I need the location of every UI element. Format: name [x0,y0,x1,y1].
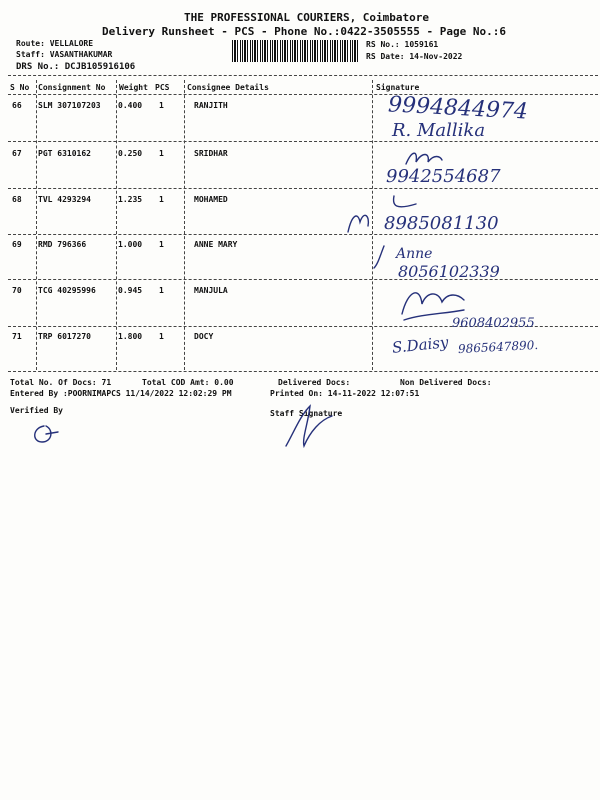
table-bottom-rule [8,371,598,372]
verified-by-label: Verified By [10,406,63,415]
row-sno: 66 [12,101,22,110]
row-sno: 70 [12,286,22,295]
row-pcs: 1 [159,286,164,295]
staff-signature-mark [280,402,340,450]
staff-label: Staff: VASANTHAKUMAR [16,50,113,59]
column-header-weight: Weight [119,83,148,92]
staff-signature-label: Staff Signature [270,409,343,418]
handwritten-signature: S.Daisy [391,333,450,357]
total-docs: Total No. Of Docs: 71 [10,378,112,387]
handwritten-phone: 9994844974 [387,92,529,125]
printed-on: Printed On: 14-11-2022 12:07:51 [270,389,420,398]
row-weight: 1.800 [118,332,143,341]
row-rule [8,279,598,280]
drs-number: DRS No.: DCJB105916106 [16,62,136,72]
non-delivered-docs: Non Delivered Docs: [400,378,492,387]
handwritten-signature: R. Mallika [392,120,486,141]
row-consignee: RANJITH [194,101,228,110]
row-weight: 1.235 [118,195,143,204]
column-header-consignee: Consignee Details [187,83,269,92]
row-consignment: RMD 796366 [38,240,87,249]
row-consignee: MANJULA [194,286,228,295]
barcode [232,40,360,62]
row-consignment: TCG 40295996 [38,286,96,295]
row-sno: 67 [12,149,22,158]
delivered-docs: Delivered Docs: [278,378,351,387]
handwritten-phone: 9608402955 [452,316,535,331]
row-consignment: SLM 307107203 [38,101,101,110]
header-rule [8,94,598,95]
column-header-consignment: Consignment No [38,83,106,92]
handwritten-phone: 8985081130 [384,213,499,234]
column-header-sno: S No [10,83,30,92]
row-pcs: 1 [159,101,164,110]
row-rule [8,188,598,189]
row-rule [8,141,598,142]
row-weight: 0.400 [118,101,143,110]
row-rule [8,234,598,235]
row-consignment: PGT 6310162 [38,149,91,158]
row-consignment: TRP 6017270 [38,332,91,341]
rs-number: RS No.: 1059161 [366,40,439,49]
row-sno: 69 [12,240,22,249]
row-consignee: ANNE MARY [194,240,238,249]
row-weight: 1.000 [118,240,143,249]
route-label: Route: VELLALORE [16,39,94,48]
total-cod: Total COD Amt: 0.00 [142,378,234,387]
column-header-pcs: PCS [155,83,170,92]
column-header-signature: Signature [376,83,420,92]
company-title: THE PROFESSIONAL COURIERS, Coimbatore [184,11,430,24]
row-consignee: SRIDHAR [194,149,228,158]
row-sno: 71 [12,332,22,341]
row-consignee: MOHAMED [194,195,228,204]
row-weight: 0.250 [118,149,143,158]
row-consignee: DOCY [194,332,214,341]
handwritten-phone: 9942554687 [386,166,501,187]
row-weight: 0.945 [118,286,143,295]
runsheet-subtitle: Delivery Runsheet - PCS - Phone No.:0422-3505555 - Page No.:6 [102,25,506,38]
row-pcs: 1 [159,240,164,249]
row-pcs: 1 [159,195,164,204]
row-consignment: TVL 4293294 [38,195,91,204]
handwritten-phone: 8056102339 [398,262,500,281]
table-top-rule [8,75,598,76]
handwritten-signature: Anne [396,246,433,262]
entered-by: Entered By :POORNIMAPCS 11/14/2022 12:02:29 PM [10,389,232,398]
row-pcs: 1 [159,149,164,158]
rs-date: RS Date: 14-Nov-2022 [366,52,463,61]
handwritten-phone: 9865647890. [457,337,539,357]
verifier-signature-mark [28,420,62,448]
row-sno: 68 [12,195,22,204]
row-pcs: 1 [159,332,164,341]
